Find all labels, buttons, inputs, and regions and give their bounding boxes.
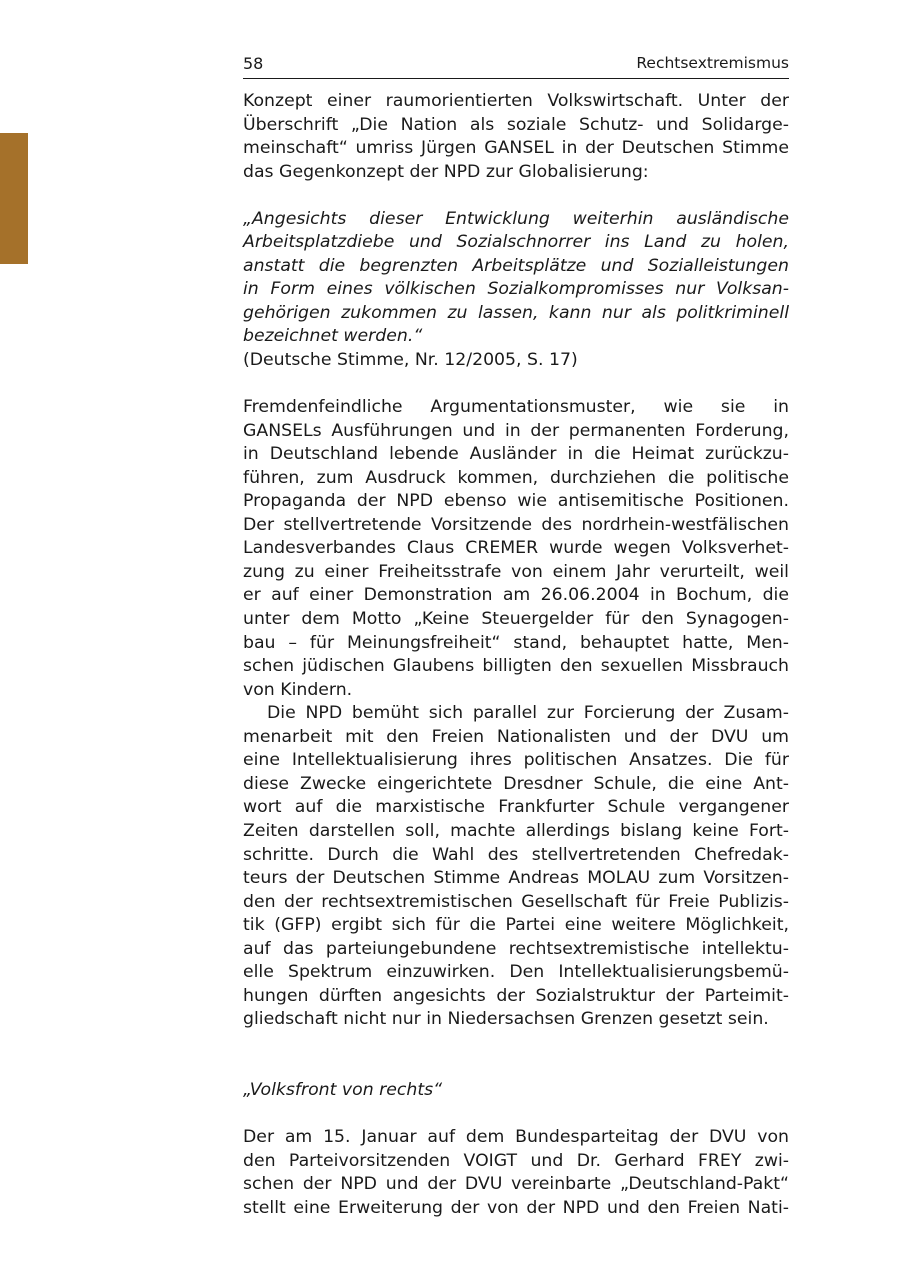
text-line: er auf einer Demonstration am 26.06.2004 in Bochum, die [243, 585, 789, 606]
text-line: bau – für Meinungsfreiheit“ stand, behauptet hatte, Men- [243, 632, 789, 653]
text-line: schen der NPD und der DVU vereinbarte „Deutschland-Pakt“ [243, 1174, 789, 1195]
text-line: stellt eine Erweiterung der von der NPD und den Freien Nati- [243, 1197, 789, 1218]
text-line: GANSELs Ausführungen und in der permanenten Forderung, [243, 420, 789, 441]
text-line: zung zu einer Freiheitsstrafe von einem Jahr verurteilt, weil [243, 561, 789, 582]
text-line: menarbeit mit den Freien Nationalisten und der DVU um [243, 726, 789, 747]
quote-line: anstatt die begrenzten Arbeitsplätze und Sozialleistungen [243, 255, 789, 276]
text-line: führen, zum Ausdruck kommen, durchziehen die politische [243, 467, 789, 488]
intro-paragraph [243, 90, 789, 184]
paragraph-1 [243, 396, 789, 702]
text-line: Fremdenfeindliche Argumentationsmuster, wie sie in [243, 397, 789, 418]
page-header [243, 52, 789, 79]
text-line: den Parteivorsitzenden VOIGT und Dr. Gerhard FREY zwi- [243, 1150, 789, 1171]
text-line: unter dem Motto „Keine Steuergelder für den Synagogen- [243, 609, 789, 630]
text-line: das Gegenkonzept der NPD zur Globalisierung: [243, 161, 649, 182]
section-heading: „Volksfront von rechts“ [243, 1079, 443, 1100]
quote-line: gehörigen zukommen zu lassen, kann nur als politkriminell [243, 302, 789, 323]
text-line: tik (GFP) ergibt sich für die Partei eine weitere Möglichkeit, [243, 915, 789, 936]
paragraph-2 [243, 702, 789, 1032]
body-text [243, 90, 789, 1220]
block-quote [243, 208, 789, 373]
text-line: schritte. Durch die Wahl des stellvertretenden Chefredak- [243, 844, 789, 865]
text-line: gliedschaft nicht nur in Niedersachsen Grenzen gesetzt sein. [243, 1009, 769, 1030]
text-line: in Deutschland lebende Ausländer in die Heimat zurückzu- [243, 444, 789, 465]
text-line: Landesverbandes Claus CREMER wurde wegen Volksverhet- [243, 538, 789, 559]
text-line: teurs der Deutschen Stimme Andreas MOLAU zum Vorsitzen- [243, 868, 789, 889]
text-line: hungen dürften angesichts der Sozialstruktur der Parteimit- [243, 985, 789, 1006]
text-line: von Kindern. [243, 679, 353, 700]
text-line: elle Spektrum einzuwirken. Den Intellektualisierungsbemü- [243, 962, 789, 983]
text-line: Propaganda der NPD ebenso wie antisemitische Positionen. [243, 491, 789, 512]
chapter-thumb-tab [0, 133, 28, 264]
text-line: Der stellvertretende Vorsitzende des nordrhein-westfälischen [243, 514, 789, 535]
text-line: Überschrift „Die Nation als soziale Schutz- und Solidarge- [243, 114, 789, 135]
quote-line: bezeichnet werden.“ [243, 326, 423, 347]
page-number: 58 [243, 54, 264, 73]
text-line: meinschaft“ umriss Jürgen GANSEL in der Deutschen Stimme [243, 138, 789, 159]
text-line: schen jüdischen Glaubens billigten den sexuellen Missbrauch [243, 656, 789, 677]
text-line: Die NPD bemüht sich parallel zur Forcierung der Zusam- [267, 703, 789, 724]
quote-line: in Form eines völkischen Sozialkompromisses nur Volksan- [243, 279, 789, 300]
text-line: auf das parteiungebundene rechtsextremistische intellektu- [243, 938, 789, 959]
text-line: eine Intellektualisierung ihres politischen Ansatzes. Die für [243, 750, 789, 771]
paragraph-3 [243, 1126, 789, 1220]
text-line: Zeiten darstellen soll, machte allerdings bislang keine Fort- [243, 820, 789, 841]
quote-source: (Deutsche Stimme, Nr. 12/2005, S. 17) [243, 350, 578, 371]
text-line: den der rechtsextremistischen Gesellschaft für Freie Publizis- [243, 891, 789, 912]
quote-line: Arbeitsplatzdiebe und Sozialschnorrer ins Land zu holen, [243, 232, 789, 253]
text-line: diese Zwecke eingerichtete Dresdner Schule, die eine Ant- [243, 773, 789, 794]
quote-line: „Angesichts dieser Entwicklung weiterhin ausländische [243, 208, 789, 229]
text-line: wort auf die marxistische Frankfurter Schule vergangener [243, 797, 789, 818]
text-line: Der am 15. Januar auf dem Bundesparteitag der DVU von [243, 1127, 789, 1148]
running-title: Rechtsextremismus [636, 54, 789, 72]
text-line: Konzept einer raumorientierten Volkswirtschaft. Unter der [243, 91, 789, 111]
